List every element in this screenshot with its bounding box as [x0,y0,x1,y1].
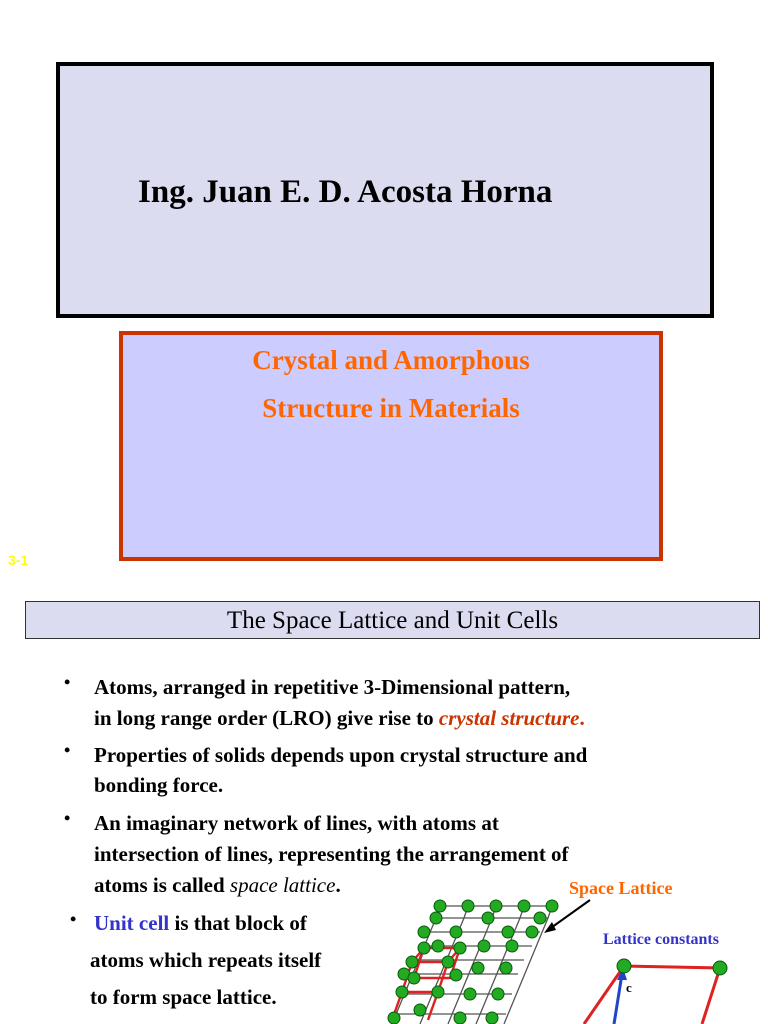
axis-c-label: c [626,980,632,995]
section-header-text: The Space Lattice and Unit Cells [226,607,559,634]
bullet-2-line-2: bonding force. [94,773,224,797]
atom [546,900,558,912]
atom [432,986,444,998]
bullet-3-text: atoms is called [94,873,230,897]
space-lattice-label: Space Lattice [569,878,673,898]
bullet-1-text: in long range order (LRO) give rise to [94,706,439,730]
lattice-constants-label: Lattice constants [603,931,719,948]
crystal-structure-term: crystal structure [438,706,580,730]
atom [450,969,462,981]
atom [713,961,727,975]
bullet-4-line-3: to form space lattice. [90,985,277,1009]
atom [462,900,474,912]
atom [388,1012,400,1024]
title-line-1: Crystal and Amorphous [252,345,530,375]
atom [450,926,462,938]
bullet-marker: • [64,808,71,828]
atom [408,972,420,984]
slide-number: 3-1 [8,552,29,568]
atom [414,1004,426,1016]
bullet-3-line-2: intersection of lines, representing the arrangement of [94,842,569,866]
atom [454,942,466,954]
atom [464,988,476,1000]
atom [418,942,430,954]
bullet-1-line-1: Atoms, arranged in repetitive 3-Dimensional pattern, [94,675,571,699]
atom [506,940,518,952]
atom [442,956,454,968]
period: . [335,873,341,897]
title-line-2: Structure in Materials [262,393,520,423]
atom [500,962,512,974]
period: . [579,706,585,730]
bullet-4-line-2: atoms which repeats itself [90,948,322,972]
atom [472,962,484,974]
bullet-4-text: is that block of [169,911,307,935]
atom [430,912,442,924]
space-lattice-term: space lattice [229,873,336,897]
bullet-marker: • [64,672,71,692]
lattice-constants-cell [584,959,727,1024]
atom [418,926,430,938]
atom [534,912,546,924]
atom [434,900,446,912]
atom [454,1012,466,1024]
atom [482,912,494,924]
atom [432,940,444,952]
c-axis-arrow [614,974,622,1024]
bullet-2-line-1: Properties of solids depends upon crystal structure and [94,743,588,767]
atom [396,986,408,998]
atom [406,956,418,968]
bullet-marker: • [70,909,77,929]
atom [492,988,504,1000]
atom [478,940,490,952]
atom [502,926,514,938]
bullet-3-line-1: An imaginary network of lines, with atoms at [94,811,499,835]
atom [617,959,631,973]
author-name: Ing. Juan E. D. Acosta Horna [138,174,553,210]
bullet-marker: • [64,740,71,760]
atom [518,900,530,912]
atom [486,1012,498,1024]
unit-cell-term: Unit cell [94,911,170,935]
atom [526,926,538,938]
atom [490,900,502,912]
